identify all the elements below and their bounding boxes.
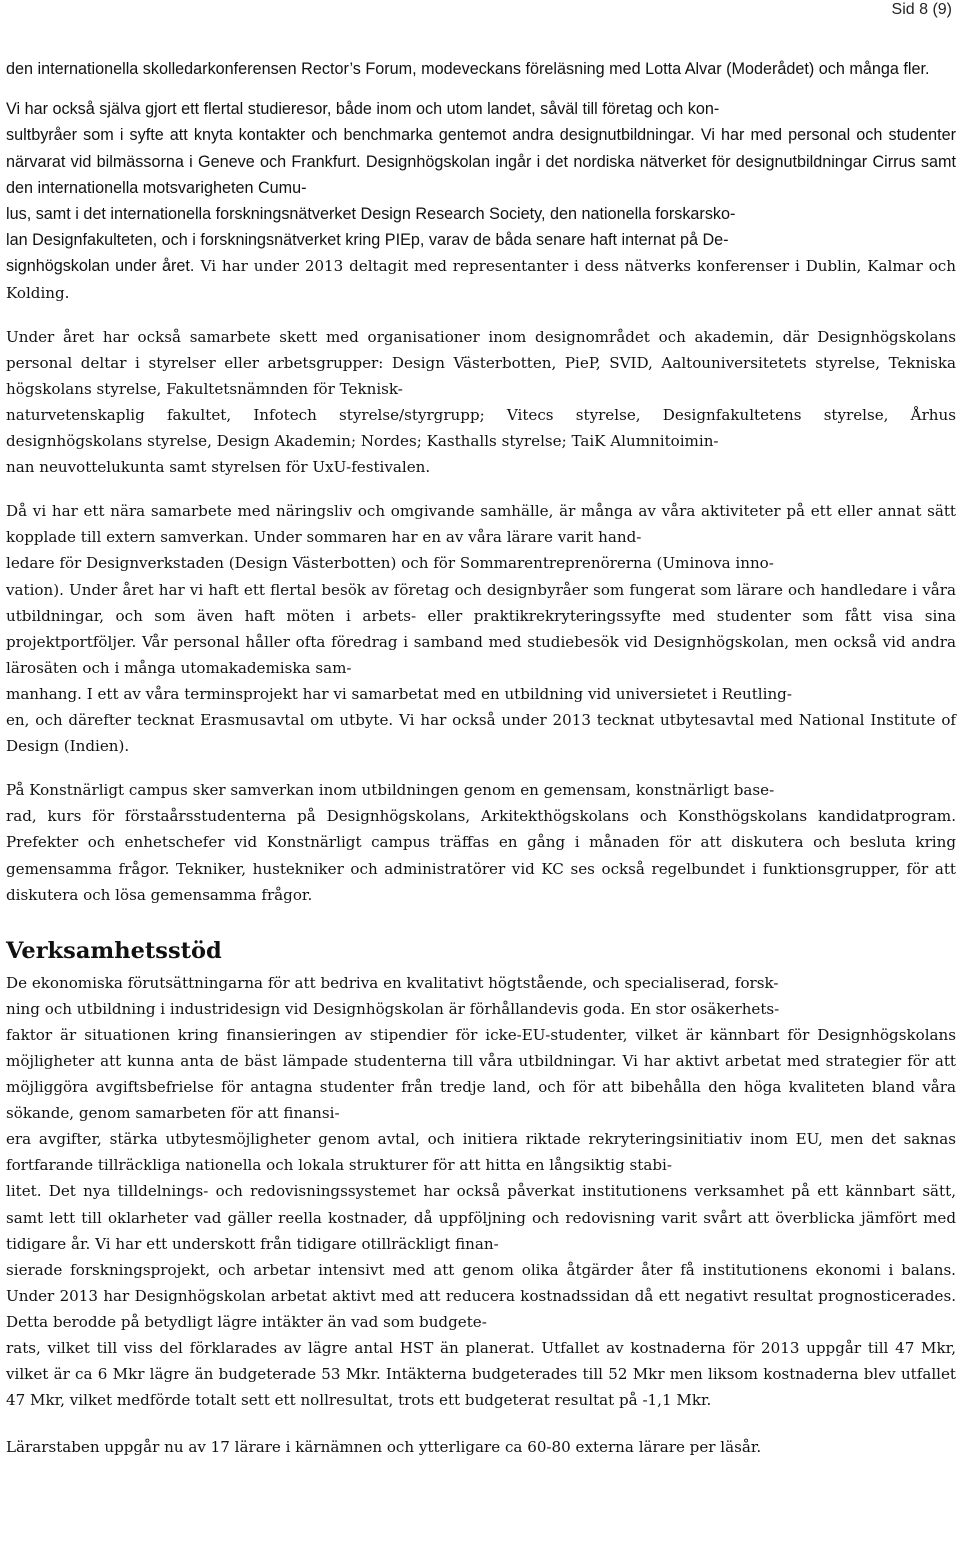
page-number: Sid 8 (9) <box>891 1 952 18</box>
document-page <box>6 0 956 1561</box>
paragraph-organisations: Under året har också samarbete skett med organisationer inom designområdet och akademin, där Designhögskolans personal deltar i styrelser eller arbetsgrupper: Design Västerbotten, PieP, SVID, Aaltouniversitetets styrelse, Tekniska högskolans styrelse, Fakultetsnämnden för Teknisk- naturvetenskaplig fakultet, Infotech styrelse/styrgrupp; Vitecs styrelse, Designfakultetens styrelse, Århus designhögskolans styrelse, Design Akademin; Nordes; Kasthalls styrelse; TaiK Alumnitoimin- nan neuvottelukunta samt styrelsen för UxU-festivalen. <box>6 327 956 477</box>
paragraph-study-trips <box>6 96 956 306</box>
paragraph-study-trips-sans-part: Vi har också själva gjort ett flertal studieresor, både inom och utom landet, såväl till företag och kon- sultbyråer som i syfte att knyta kontakter och benchmarka gentemot andra designutbildningar. Vi har med personal och studenter närvarat vid bilmässorna i Geneve och Frankfurt. Designhögskolan ingår i det nordiska nätverket för designutbildningar Cirrus samt den internationella motsvarigheten Cumu- lus, samt i det internationella forskningsnätverket Design Research Society, den nationella forskarsko- lan Designfakulteten, och i forskningsnätverket kring PIEp, varav de båda senare haft internat på De- signhögskolan under året. <box>6 100 956 276</box>
paragraph-teaching-staff: Lärarstaben uppgår nu av 17 lärare i kärnämnen och ytterligare ca 60-80 externa lärare per läsår. <box>6 1438 762 1457</box>
paragraph-external-collaboration: Då vi har ett nära samarbete med näringsliv och omgivande samhälle, är många av våra aktiviteter på ett eller annat sätt kopplade till extern samverkan. Under sommaren har en av våra lärare varit hand- ledare för Designverkstaden (Design Västerbotten) och för Sommarentreprenörerna (Uminova inno- vation). Under året har vi haft ett flertal besök av företag och designbyråer som fungerat som lärare och handledare i våra utbildningar, och som även haft möten i arbets- eller praktikrekryteringssyfte med studenter som fått visa sina projektportföljer. Vår personal håller ofta föredrag i samband med studiebesök vid Designhögskolan, men också vid andra lärosäten och i många utomakademiska sam- manhang. I ett av våra terminsprojekt har vi samarbetat med en utbildning vid universietet i Reutling- en, och därefter tecknat Erasmusavtal om utbyte. Vi har också under 2013 tecknat utbytesavtal med National Institute of Design (Indien). <box>6 502 956 756</box>
paragraph-study-trips-serif-part: Vi har under 2013 deltagit med representanter i dess nätverks konferenser i Dublin, Kalmar och Kolding. <box>6 257 956 302</box>
section-heading-verksamhetsstod: Verksamhetsstöd <box>6 937 222 964</box>
paragraph-finances: De ekonomiska förutsättningarna för att bedriva en kvalitativt högtstående, och specialiserad, forsk- ning och utbildning i industridesign vid Designhögskolan är förhållandevis goda. En stor osäkerhets- faktor är situationen kring finansieringen av stipendier för icke-EU-studenter, vilket är kännbart för Designhögskolans möjligheter att kunna anta de bäst lämpade studenterna till våra utbildningar. Vi har aktivt arbetat med strategier för att möjliggöra avgiftsbefrielse för antagna studenter från tredje land, och för att bibehålla den höga kvaliteten bland våra sökande, genom samarbeten för att finansi- era avgifter, stärka utbytesmöjligheter genom avtal, och initiera riktade rekryteringsinitiativ inom EU, men det saknas fortfarande tillräckliga nationella och lokala strukturer för att hitta en långsiktig stabi- litet. Det nya tilldelnings- och redovisningssystemet har också påverkat institutionens verksamhet på ett kännbart sätt, samt lett till oklarheter vad gäller reella kostnader, då uppföljning och redovisning varit svårt att överblicka jämfört med tidigare år. Vi har ett underskott från tidigare otillräckligt finan- sierade forskningsprojekt, och arbetar intensivt med att genom olika åtgärder åter få institutionens ekonomi i balans. Under 2013 har Designhögskolan arbetat aktivt med att reducera kostnadssidan då ett negativt resultat prognosticerades. Detta berodde på betydligt lägre intäkter än vad som budgete- rats, vilket till viss del förklarades av lägre antal HST än planerat. Utfallet av kostnaderna för 2013 uppgår till 47 Mkr, vilket är ca 6 Mkr lägre än budgeterade 53 Mkr. Intäkterna budgeterades till 52 Mkr men liksom kostnaderna blev utfallet 47 Mkr, vilket medförde totalt sett ett nollresultat, trots ett budgeterat resultat på -1,1 Mkr. <box>6 973 956 1410</box>
document-body <box>6 56 956 1460</box>
paragraph-artistic-campus: På Konstnärligt campus sker samverkan inom utbildningen genom en gemensam, konstnärligt base- rad, kurs för förstaårsstudenterna på Designhögskolans, Arkitekthögskolans och Konsthögskolans kandidatprogram. Prefekter och enhetschefer vid Konstnärligt campus träffas en gång i månaden för att diskutera och besluta kring gemensamma frågor. Tekniker, hustekniker och administratörer vid KC ses också regelbundet i funktionsgrupper, för att diskutera och lösa gemensamma frågor. <box>6 781 956 904</box>
paragraph-conferences: den internationella skolledarkonferensen Rector’s Forum, modeveckans föreläsning med Lotta Alvar (Moderådet) och många fler. <box>6 60 930 78</box>
